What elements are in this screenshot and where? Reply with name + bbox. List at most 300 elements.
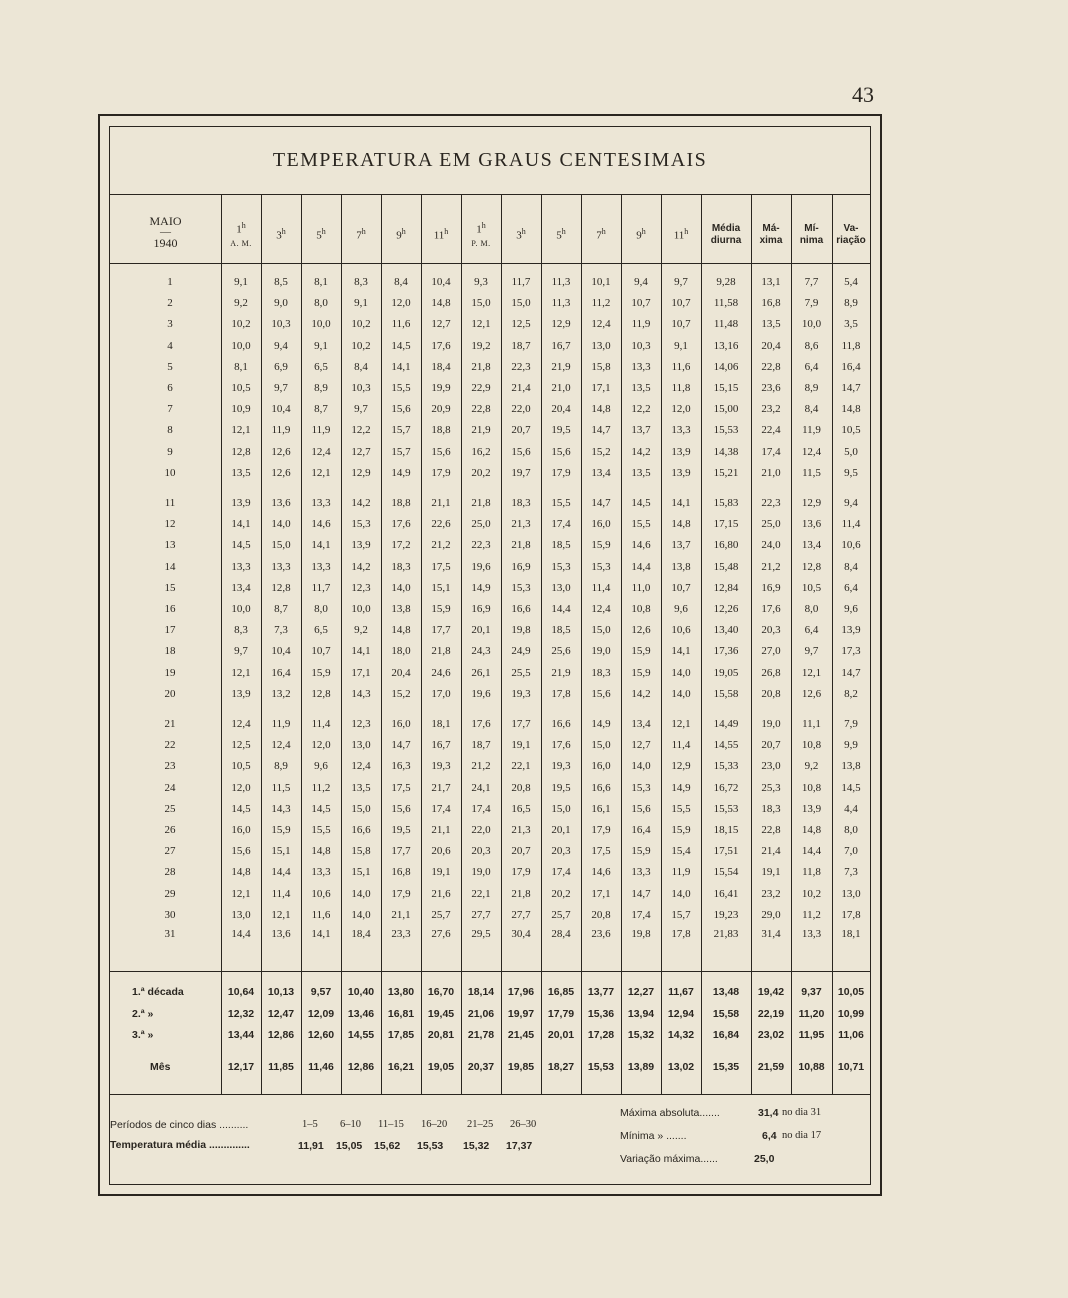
summary-cell: 12,09: [307, 1008, 335, 1020]
temperature-cell: 13,0: [841, 887, 861, 900]
temperature-cell: 9,2: [234, 297, 248, 310]
temperature-cell: 12,4: [591, 318, 611, 331]
temperature-cell: 8,9: [804, 382, 819, 394]
hour-header: [381, 225, 421, 243]
temperature-cell: 20,2: [551, 887, 571, 900]
temperature-cell: 12,0: [671, 403, 691, 416]
summary-label: 2.ª »: [132, 1008, 154, 1020]
temperature-cell: 14,0: [631, 760, 651, 773]
temperature-cell: 12,8: [231, 445, 251, 458]
temperature-cell: 8,0: [314, 297, 328, 310]
period-temperature: 15,32: [463, 1140, 490, 1152]
temperature-cell: 15,9: [631, 645, 651, 658]
temperature-cell: 20,4: [551, 403, 571, 416]
temperature-cell: 12,4: [801, 445, 822, 458]
temperature-cell: 17,1: [591, 382, 611, 394]
temperature-cell: 20,4: [761, 339, 781, 352]
hour-header: [421, 225, 461, 243]
summary-cell: 21,06: [467, 1008, 495, 1020]
temperature-cell: 7,7: [804, 276, 819, 288]
temperature-cell: 9,6: [844, 603, 858, 615]
temperature-cell: 10,5: [231, 760, 251, 773]
temperature-cell: 10,4: [431, 276, 451, 288]
temperature-cell: 25,3: [761, 781, 781, 794]
temperature-cell: 13,0: [231, 908, 251, 921]
temperature-cell: 17,6: [551, 739, 571, 752]
summary-cell: 20,37: [467, 1061, 495, 1073]
temperature-table: [109, 126, 871, 1185]
day-label: 16: [164, 603, 176, 615]
temperature-cell: 15,3: [591, 560, 611, 573]
temperature-cell: 15,2: [591, 445, 611, 458]
temperature-cell: 25,7: [551, 908, 571, 921]
day-label: 5: [167, 360, 173, 373]
temperature-cell: 12,2: [631, 403, 651, 416]
day-label: 24: [164, 781, 176, 794]
temperature-cell: 30,4: [511, 928, 531, 940]
summary-cell: 15,36: [587, 1008, 615, 1020]
temperature-cell: 16,0: [591, 518, 611, 531]
summary-cell: 13,77: [587, 986, 615, 998]
temperature-cell: 22,3: [761, 497, 781, 509]
temperature-cell: 16,4: [271, 666, 291, 679]
temperature-cell: 9,4: [844, 497, 858, 509]
temperature-cell: 19,0: [761, 718, 781, 730]
temperature-cell: 15,0: [271, 539, 291, 552]
temperature-cell: 15,9: [431, 603, 451, 615]
temperature-cell: 16,41: [713, 887, 739, 900]
temperature-cell: 11,4: [591, 581, 611, 594]
temperature-cell: 11,2: [591, 297, 611, 310]
summary-cell: 19,05: [427, 1061, 455, 1073]
temperature-cell: 12,8: [271, 581, 291, 594]
temperature-cell: 14,1: [671, 645, 691, 658]
temperature-cell: 8,2: [844, 687, 858, 700]
temperature-cell: 13,5: [761, 318, 781, 331]
temperature-cell: 19,6: [471, 687, 491, 700]
temperature-cell: 14,0: [271, 518, 291, 531]
title-area: [110, 127, 870, 195]
temperature-cell: 12,9: [351, 466, 371, 479]
minima-day: no dia 17: [782, 1130, 822, 1141]
summary-cell: 13,94: [627, 1008, 655, 1020]
temperature-cell: 10,2: [351, 339, 371, 352]
temperature-cell: 19,3: [551, 760, 571, 773]
temperature-cell: 19,7: [511, 466, 531, 479]
temperature-cell: 21,83: [713, 928, 739, 940]
temperature-cell: 7,0: [844, 845, 858, 858]
hour-suffix: h: [601, 227, 606, 236]
temperature-cell: 12,5: [231, 739, 251, 752]
temperature-cell: 13,16: [713, 339, 739, 352]
temperature-cell: 14,9: [671, 781, 691, 794]
temperature-cell: 13,3: [231, 560, 251, 573]
temperature-cell: 26,8: [761, 666, 781, 679]
temperature-cell: 16,0: [231, 824, 251, 836]
temperature-cell: 21,0: [551, 382, 571, 394]
summary-cell: 20,81: [427, 1029, 455, 1041]
temperature-cell: 11,9: [631, 318, 651, 331]
summary-label: Mês: [150, 1061, 171, 1073]
summary-cell: 16,84: [712, 1029, 740, 1041]
hour-suffix: h: [321, 227, 326, 236]
header-line: xima: [759, 235, 783, 246]
temperature-cell: 11,8: [841, 339, 861, 352]
temperature-cell: 14,5: [311, 802, 331, 815]
summary-cell: 22,19: [757, 1008, 785, 1020]
temperature-cell: 14,6: [591, 866, 611, 879]
minima-value: 6,4: [762, 1130, 777, 1142]
temperature-cell: 20,6: [431, 845, 451, 858]
temperature-cell: 14,8: [841, 403, 861, 416]
hour-value: 5: [316, 229, 322, 242]
temperature-cell: 11,3: [551, 297, 571, 310]
temperature-cell: 14,5: [231, 539, 251, 552]
temperature-cell: 22,9: [471, 382, 491, 394]
temperature-cell: 9,3: [474, 276, 488, 288]
hour-suffix: h: [521, 227, 526, 236]
temperature-cell: 12,1: [271, 908, 291, 921]
summary-cell: 10,99: [837, 1008, 865, 1020]
temperature-cell: 15,1: [431, 581, 451, 594]
temperature-cell: 13,8: [391, 603, 411, 615]
temperature-cell: 16,9: [511, 560, 531, 573]
temperature-cell: 14,8: [311, 845, 331, 858]
temperature-cell: 16,9: [471, 603, 491, 615]
day-label: 20: [164, 687, 176, 700]
temperature-cell: 21,2: [471, 760, 491, 773]
temperature-cell: 22,3: [471, 539, 491, 552]
temperature-cell: 21,1: [431, 824, 451, 836]
temperature-cell: 14,0: [391, 581, 411, 594]
temperature-cell: 23,6: [591, 928, 611, 940]
temperature-cell: 26,1: [471, 666, 491, 679]
maxima-absoluta-value: 31,4: [758, 1107, 779, 1119]
temperature-cell: 8,5: [274, 276, 288, 288]
temperature-cell: 22,8: [761, 360, 781, 373]
day-label: 21: [164, 718, 176, 730]
temperature-cell: 11,4: [271, 887, 291, 900]
day-label: 3: [167, 318, 173, 331]
temperature-cell: 14,8: [801, 824, 822, 836]
temperature-cell: 8,4: [394, 276, 408, 288]
temperature-cell: 21,1: [391, 908, 411, 921]
temperature-cell: 16,5: [511, 802, 531, 815]
temperature-cell: 15,3: [511, 581, 531, 594]
day-label: 7: [167, 403, 173, 416]
temperature-cell: 17,6: [391, 518, 411, 531]
hour-value: 11: [673, 229, 685, 242]
media-diurna-header: [701, 223, 751, 247]
temperature-cell: 14,6: [311, 518, 331, 531]
temperature-cell: 22,1: [471, 887, 491, 900]
temperature-cell: 19,0: [471, 866, 491, 879]
temperature-cell: 13,3: [671, 424, 691, 437]
temperature-cell: 23,3: [391, 928, 411, 940]
temperature-cell: 9,1: [674, 339, 688, 352]
month-dash: —: [160, 226, 171, 238]
hour-header: [261, 225, 301, 243]
temperature-cell: 14,1: [231, 518, 251, 531]
temperature-cell: 21,2: [761, 560, 781, 573]
temperature-cell: 20,8: [591, 908, 611, 921]
temperature-cell: 9,2: [354, 624, 368, 637]
temperature-cell: 16,2: [471, 445, 491, 458]
temperature-cell: 17,51: [713, 845, 739, 858]
hour-header: [621, 225, 661, 243]
temperature-cell: 12,6: [631, 624, 651, 637]
period-range: 6–10: [340, 1119, 361, 1130]
temperature-cell: 20,9: [431, 403, 451, 416]
header-line: Média: [711, 223, 741, 234]
temperature-cell: 10,0: [231, 339, 251, 352]
temperature-cell: 17,9: [431, 466, 451, 479]
temperature-cell: 19,8: [631, 928, 651, 940]
temperature-cell: 11,2: [802, 908, 821, 921]
temperature-cell: 12,9: [671, 760, 691, 773]
period-range: 16–20: [421, 1119, 448, 1130]
temperature-cell: 14,5: [391, 339, 411, 352]
temperature-cell: 14,2: [631, 687, 651, 700]
temperature-cell: 11,5: [802, 466, 821, 479]
temperature-cell: 19,5: [391, 824, 411, 836]
temperature-cell: 14,2: [351, 560, 371, 573]
temperature-cell: 10,5: [231, 382, 251, 394]
temperature-cell: 17,4: [471, 802, 491, 815]
temperature-cell: 10,3: [351, 382, 371, 394]
temperature-cell: 13,40: [713, 624, 739, 637]
temperature-cell: 11,4: [841, 518, 861, 531]
temperature-cell: 11,3: [551, 276, 571, 288]
temperature-cell: 18,3: [511, 497, 531, 509]
temperature-cell: 21,1: [431, 497, 451, 509]
minima-header: [791, 223, 832, 247]
temperature-cell: 16,4: [631, 824, 651, 836]
temperature-cell: 12,1: [671, 718, 691, 730]
temperature-cell: 12,8: [801, 560, 822, 573]
temperature-cell: 12,4: [271, 739, 291, 752]
temperature-cell: 21,8: [471, 360, 491, 373]
temperature-cell: 13,3: [631, 866, 651, 879]
summary-cell: 15,32: [627, 1029, 655, 1041]
summary-cell: 21,59: [757, 1061, 785, 1073]
temperature-cell: 14,38: [713, 445, 739, 458]
temperature-cell: 19,1: [511, 739, 531, 752]
temperature-cell: 15,6: [231, 845, 251, 858]
summary-cell: 10,88: [798, 1061, 825, 1073]
temperature-cell: 8,0: [804, 603, 819, 615]
temperature-cell: 6,4: [804, 360, 819, 373]
temperature-cell: 25,5: [511, 666, 531, 679]
day-label: 11: [164, 497, 176, 509]
temperature-cell: 14,1: [671, 497, 691, 509]
temperature-cell: 21,2: [431, 539, 451, 552]
temperature-cell: 18,5: [551, 624, 571, 637]
hour-value: 1: [236, 223, 242, 236]
temperature-cell: 12,7: [431, 318, 451, 331]
temperature-cell: 15,53: [713, 424, 739, 437]
day-label: 12: [164, 518, 176, 531]
temperature-cell: 8,9: [314, 382, 328, 394]
temperature-cell: 19,0: [591, 645, 611, 658]
temperature-cell: 16,6: [591, 781, 611, 794]
temperature-cell: 11,6: [391, 318, 411, 331]
temperature-cell: 12,1: [231, 666, 251, 679]
temperature-cell: 17,1: [591, 887, 611, 900]
temperature-cell: 24,3: [471, 645, 491, 658]
day-label: 28: [164, 866, 176, 879]
day-label: 9: [167, 445, 173, 458]
summary-label: 3.ª »: [132, 1029, 154, 1041]
hour-suffix: h: [561, 227, 566, 236]
temperature-cell: 14,8: [671, 518, 691, 531]
summary-cell: 11,06: [838, 1029, 864, 1041]
temperature-cell: 14,7: [591, 424, 611, 437]
temperature-cell: 23,2: [761, 887, 781, 900]
temperature-cell: 14,3: [271, 802, 291, 815]
temperature-cell: 13,9: [671, 466, 691, 479]
summary-cell: 12,17: [227, 1061, 255, 1073]
variacao-header: [832, 223, 870, 247]
summary-cell: 12,60: [307, 1029, 335, 1041]
temperature-cell: 13,6: [271, 497, 291, 509]
temperature-cell: 15,0: [591, 739, 611, 752]
temperature-cell: 21,8: [511, 539, 531, 552]
hour-header: [501, 225, 541, 243]
summary-top-line: [110, 971, 870, 972]
temperature-cell: 15,00: [713, 403, 739, 416]
temperature-cell: 11,48: [713, 318, 739, 331]
summary-cell: 17,28: [587, 1029, 615, 1041]
temperature-cell: 14,5: [841, 781, 861, 794]
temperature-cell: 17,9: [551, 466, 571, 479]
temperature-cell: 19,8: [511, 624, 531, 637]
temperature-cell: 13,3: [801, 928, 822, 940]
temperature-cell: 13,3: [271, 560, 291, 573]
temperature-cell: 24,0: [761, 539, 781, 552]
period-temperature: 11,91: [298, 1140, 324, 1152]
temperature-cell: 8,7: [274, 603, 288, 615]
temperature-cell: 12,4: [311, 445, 331, 458]
temperature-cell: 16,0: [391, 718, 411, 730]
temperature-cell: 15,54: [713, 866, 739, 879]
temperature-cell: 17,6: [761, 603, 781, 615]
period-temperature: 15,62: [374, 1140, 401, 1152]
temperature-cell: 13,9: [671, 445, 691, 458]
summary-cell: 12,86: [347, 1061, 375, 1073]
temperature-cell: 12,0: [311, 739, 331, 752]
day-label: 26: [164, 824, 176, 836]
temperature-cell: 22,0: [471, 824, 491, 836]
day-label: 27: [164, 845, 176, 858]
temperature-cell: 7,9: [804, 297, 819, 310]
day-label: 6: [167, 382, 173, 394]
day-label: 25: [164, 802, 176, 815]
temperature-cell: 15,6: [551, 445, 571, 458]
summary-cell: 15,58: [712, 1008, 740, 1020]
temperature-cell: 15,0: [551, 802, 571, 815]
temperature-cell: 16,7: [551, 339, 571, 352]
summary-cell: 16,85: [547, 986, 575, 998]
hour-value: 9: [636, 229, 642, 242]
temperature-cell: 18,4: [431, 360, 451, 373]
temperature-cell: 21,4: [511, 382, 531, 394]
temperature-cell: 10,5: [841, 424, 861, 437]
temperature-cell: 19,5: [551, 424, 571, 437]
day-label: 29: [164, 887, 176, 900]
temperature-cell: 22,1: [511, 760, 531, 773]
temperature-cell: 15,5: [311, 824, 331, 836]
temperature-cell: 13,5: [631, 382, 651, 394]
temperature-cell: 13,4: [231, 581, 251, 594]
temperature-cell: 15,4: [671, 845, 691, 858]
temperature-cell: 13,9: [351, 539, 371, 552]
temperature-cell: 17,8: [551, 687, 571, 700]
temperature-cell: 11,9: [671, 866, 691, 879]
summary-cell: 11,95: [798, 1029, 825, 1041]
temperature-cell: 13,9: [231, 687, 251, 700]
summary-cell: 19,85: [507, 1061, 535, 1073]
temperature-cell: 13,2: [271, 687, 291, 700]
summary-cell: 10,71: [837, 1061, 865, 1073]
footer-top-line: [110, 1094, 870, 1095]
summary-cell: 14,55: [347, 1029, 375, 1041]
page-number: 43: [852, 82, 874, 107]
summary-cell: 11,85: [268, 1061, 294, 1073]
temperature-cell: 27,7: [471, 908, 491, 921]
summary-cell: 11,20: [798, 1008, 825, 1020]
summary-cell: 11,46: [308, 1061, 334, 1073]
temperature-cell: 6,4: [844, 581, 858, 594]
temperature-cell: 11,6: [311, 908, 331, 921]
temperature-cell: 9,28: [716, 276, 736, 288]
temperature-cell: 21,9: [471, 424, 491, 437]
temperature-cell: 13,3: [311, 497, 331, 509]
temperature-cell: 10,7: [671, 318, 691, 331]
period-temperature: 15,53: [417, 1140, 444, 1152]
summary-cell: 12,47: [267, 1008, 295, 1020]
summary-cell: 23,02: [757, 1029, 785, 1041]
hour-value: 3: [276, 229, 282, 242]
period-temperature: 17,37: [506, 1140, 533, 1152]
temperature-cell: 13,5: [231, 466, 251, 479]
temperature-cell: 12,9: [551, 318, 571, 331]
temperature-cell: 13,3: [631, 360, 651, 373]
temperature-cell: 11,8: [802, 866, 821, 879]
day-label: 8: [167, 424, 173, 437]
periods-label: Períodos de cinco dias ..........: [110, 1119, 249, 1131]
temperature-cell: 6,4: [804, 624, 819, 637]
temperature-cell: 10,3: [631, 339, 651, 352]
day-label: 15: [164, 581, 176, 594]
temperature-cell: 17,7: [511, 718, 531, 730]
temperature-cell: 11,4: [311, 718, 331, 730]
temperature-cell: 13,9: [231, 497, 251, 509]
temperature-cell: 14,4: [551, 603, 571, 615]
temperature-cell: 12,6: [801, 687, 822, 700]
summary-cell: 12,27: [627, 986, 655, 998]
period-range: 21–25: [467, 1119, 494, 1130]
temperature-cell: 15,3: [631, 781, 651, 794]
temperature-cell: 15,6: [631, 802, 651, 815]
temperature-cell: 12,0: [231, 781, 251, 794]
day-label: 10: [164, 466, 176, 479]
temperature-cell: 14,55: [713, 739, 739, 752]
temperature-cell: 18,8: [391, 497, 411, 509]
temperature-cell: 14,3: [351, 687, 371, 700]
temperature-cell: 17,1: [351, 666, 371, 679]
temperature-cell: 11,1: [802, 718, 821, 730]
